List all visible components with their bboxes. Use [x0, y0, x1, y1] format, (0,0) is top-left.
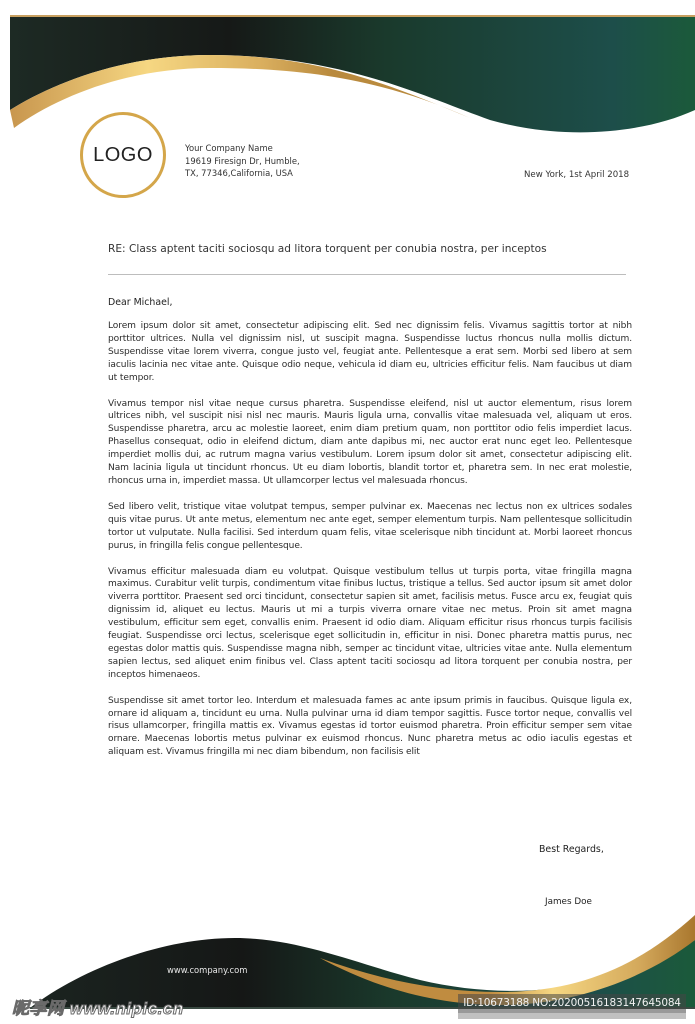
letter-subject: RE: Class aptent taciti sociosqu ad litora torquent per conubia nostra, per inceptos	[108, 243, 547, 255]
body-paragraph: Suspendisse sit amet tortor leo. Interdum et malesuada fames ac ante ipsum primis in faucibus. Quisque ligula ex, ornare id aliquam a, tincidunt eu urna. Nulla pulvinar urna id diam tempor sagittis. Fusce tortor neque, convallis vel risus ullamcorper, fringilla mattis ex. Vivamus egestas id tortor euismod pharetra. Proin efficitur semper sem vitae ornare. Maecenas lobortis metus pulvinar ex euismod rhoncus. Nunc pharetra metus ac odio iaculis egestas et aliquam est. Vivamus fringilla mi nec diam bibendum, non facilisis elit	[108, 695, 632, 758]
watermark-id-shadow	[458, 1013, 686, 1019]
subject-divider	[108, 274, 626, 275]
logo-placeholder	[80, 112, 166, 198]
body-paragraph: Vivamus tempor nisl vitae neque cursus pharetra. Suspendisse eleifend, nisl ut auctor elementum, risus lorem ultrices nibh, vel suscipit nisi nisl nec mauris. Mauris ligula urna, convallis vitae malesuada vel, aliquam ut eros. Suspendisse pharetra, arcu ac molestie laoreet, enim diam pretium quam, non porttitor odio felis imperdiet lacus. Phasellus consequat, odio in eleifend dictum, diam ante dapibus mi, nec auctor erat nunc eget leo. Pellentesque imperdiet mollis dui, ac rutrum magna varius vestibulum. Lorem ipsum dolor sit amet, consectetur adipiscing elit. Nam lacinia ligula ut tincidunt rhoncus. Ut eu diam lobortis, blandit tortor et, pharetra sem. In nec erat molestie, rhoncus urna in, imperdiet massa. Ut ullamcorper lectus vel malesuada rhoncus.	[108, 398, 632, 486]
logo-text: LOGO	[93, 143, 153, 166]
body-paragraph: Vivamus efficitur malesuada diam eu volutpat. Quisque vestibulum tellus ut turpis porta, vitae fringilla magna maximus. Curabitur velit turpis, condimentum vitae finibus luctus, tristique a tellus. Sed auctor ipsum sit amet dolor viverra porttitor. Praesent sed orci tincidunt, consectetur sapien sit amet, facilisis metus. Fusce arcu ex, feugiat quis dignissim id, aliquet eu lectus. Mauris ut mi a turpis viverra ornare vitae nec metus. Proin sit amet magna vestibulum, efficitur sem eget, convallis enim. Praesent id odio diam. Aliquam efficitur risus rhoncus turpis facilisis feugiat. Suspendisse orci lectus, scelerisque eget sollicitudin in, efficitur in nisi. Donec pharetra mattis purus, nec egestas dolor mattis quis. Suspendisse magna nibh, semper ac tincidunt vitae, ultricies vitae ante. Nulla elementum sapien lectus, sed aliquet enim finibus vel. Class aptent taciti sociosqu ad litora torquent per conubia nostra, per inceptos himenaeos.	[108, 566, 632, 680]
watermark-id-label: ID:10673188 NO:20200516183147645084	[458, 994, 686, 1013]
body-paragraph: Lorem ipsum dolor sit amet, consectetur adipiscing elit. Sed nec dignissim felis. Vivamus sagittis tortor at nibh porttitor ultrices. Nulla vel dignissim nisl, ut suscipit magna. Suspendisse luctus rhoncus nulla mollis dictum. Suspendisse vitae lorem viverra, congue justo vel, feugiat ante. Pellentesque a erat sem. Morbi sed libero at sem iaculis lacinia nec vitae ante. Quisque odio neque, vehicula id diam eu, ultricies efficitur felis. Nam faucibus ut diam ut tempor.	[108, 321, 632, 383]
company-address-block	[185, 142, 300, 180]
footer-website: www.company.com	[167, 965, 248, 975]
closing-line: Best Regards,	[539, 844, 604, 855]
company-name: Your Company Name	[185, 143, 273, 153]
watermark-logo-text: 昵享网 www.nipic.cn	[12, 999, 184, 1018]
letter-body	[108, 320, 632, 772]
letter-date: New York, 1st April 2018	[524, 170, 630, 180]
salutation: Dear Michael,	[108, 297, 173, 308]
company-address-line2: TX, 77346,California, USA	[185, 168, 293, 179]
company-address-line1: 19619 Firesign Dr, Humble,	[185, 155, 300, 166]
signature-name: James Doe	[545, 897, 592, 907]
body-paragraph: Sed libero velit, tristique vitae volutpat tempus, semper pulvinar ex. Maecenas nec lectus non ex ultrices sodales quis vitae purus. Ut ante metus, elementum nec ante eget, semper elementum turpis. Nam pellentesque sollicitudin tortor ut vulputate. Nulla facilisi. Sed interdum quam felis, vitae scelerisque nibh tincidunt at. Morbi laoreet rhoncus purus, in fringilla felis congue pellentesque.	[108, 501, 632, 551]
